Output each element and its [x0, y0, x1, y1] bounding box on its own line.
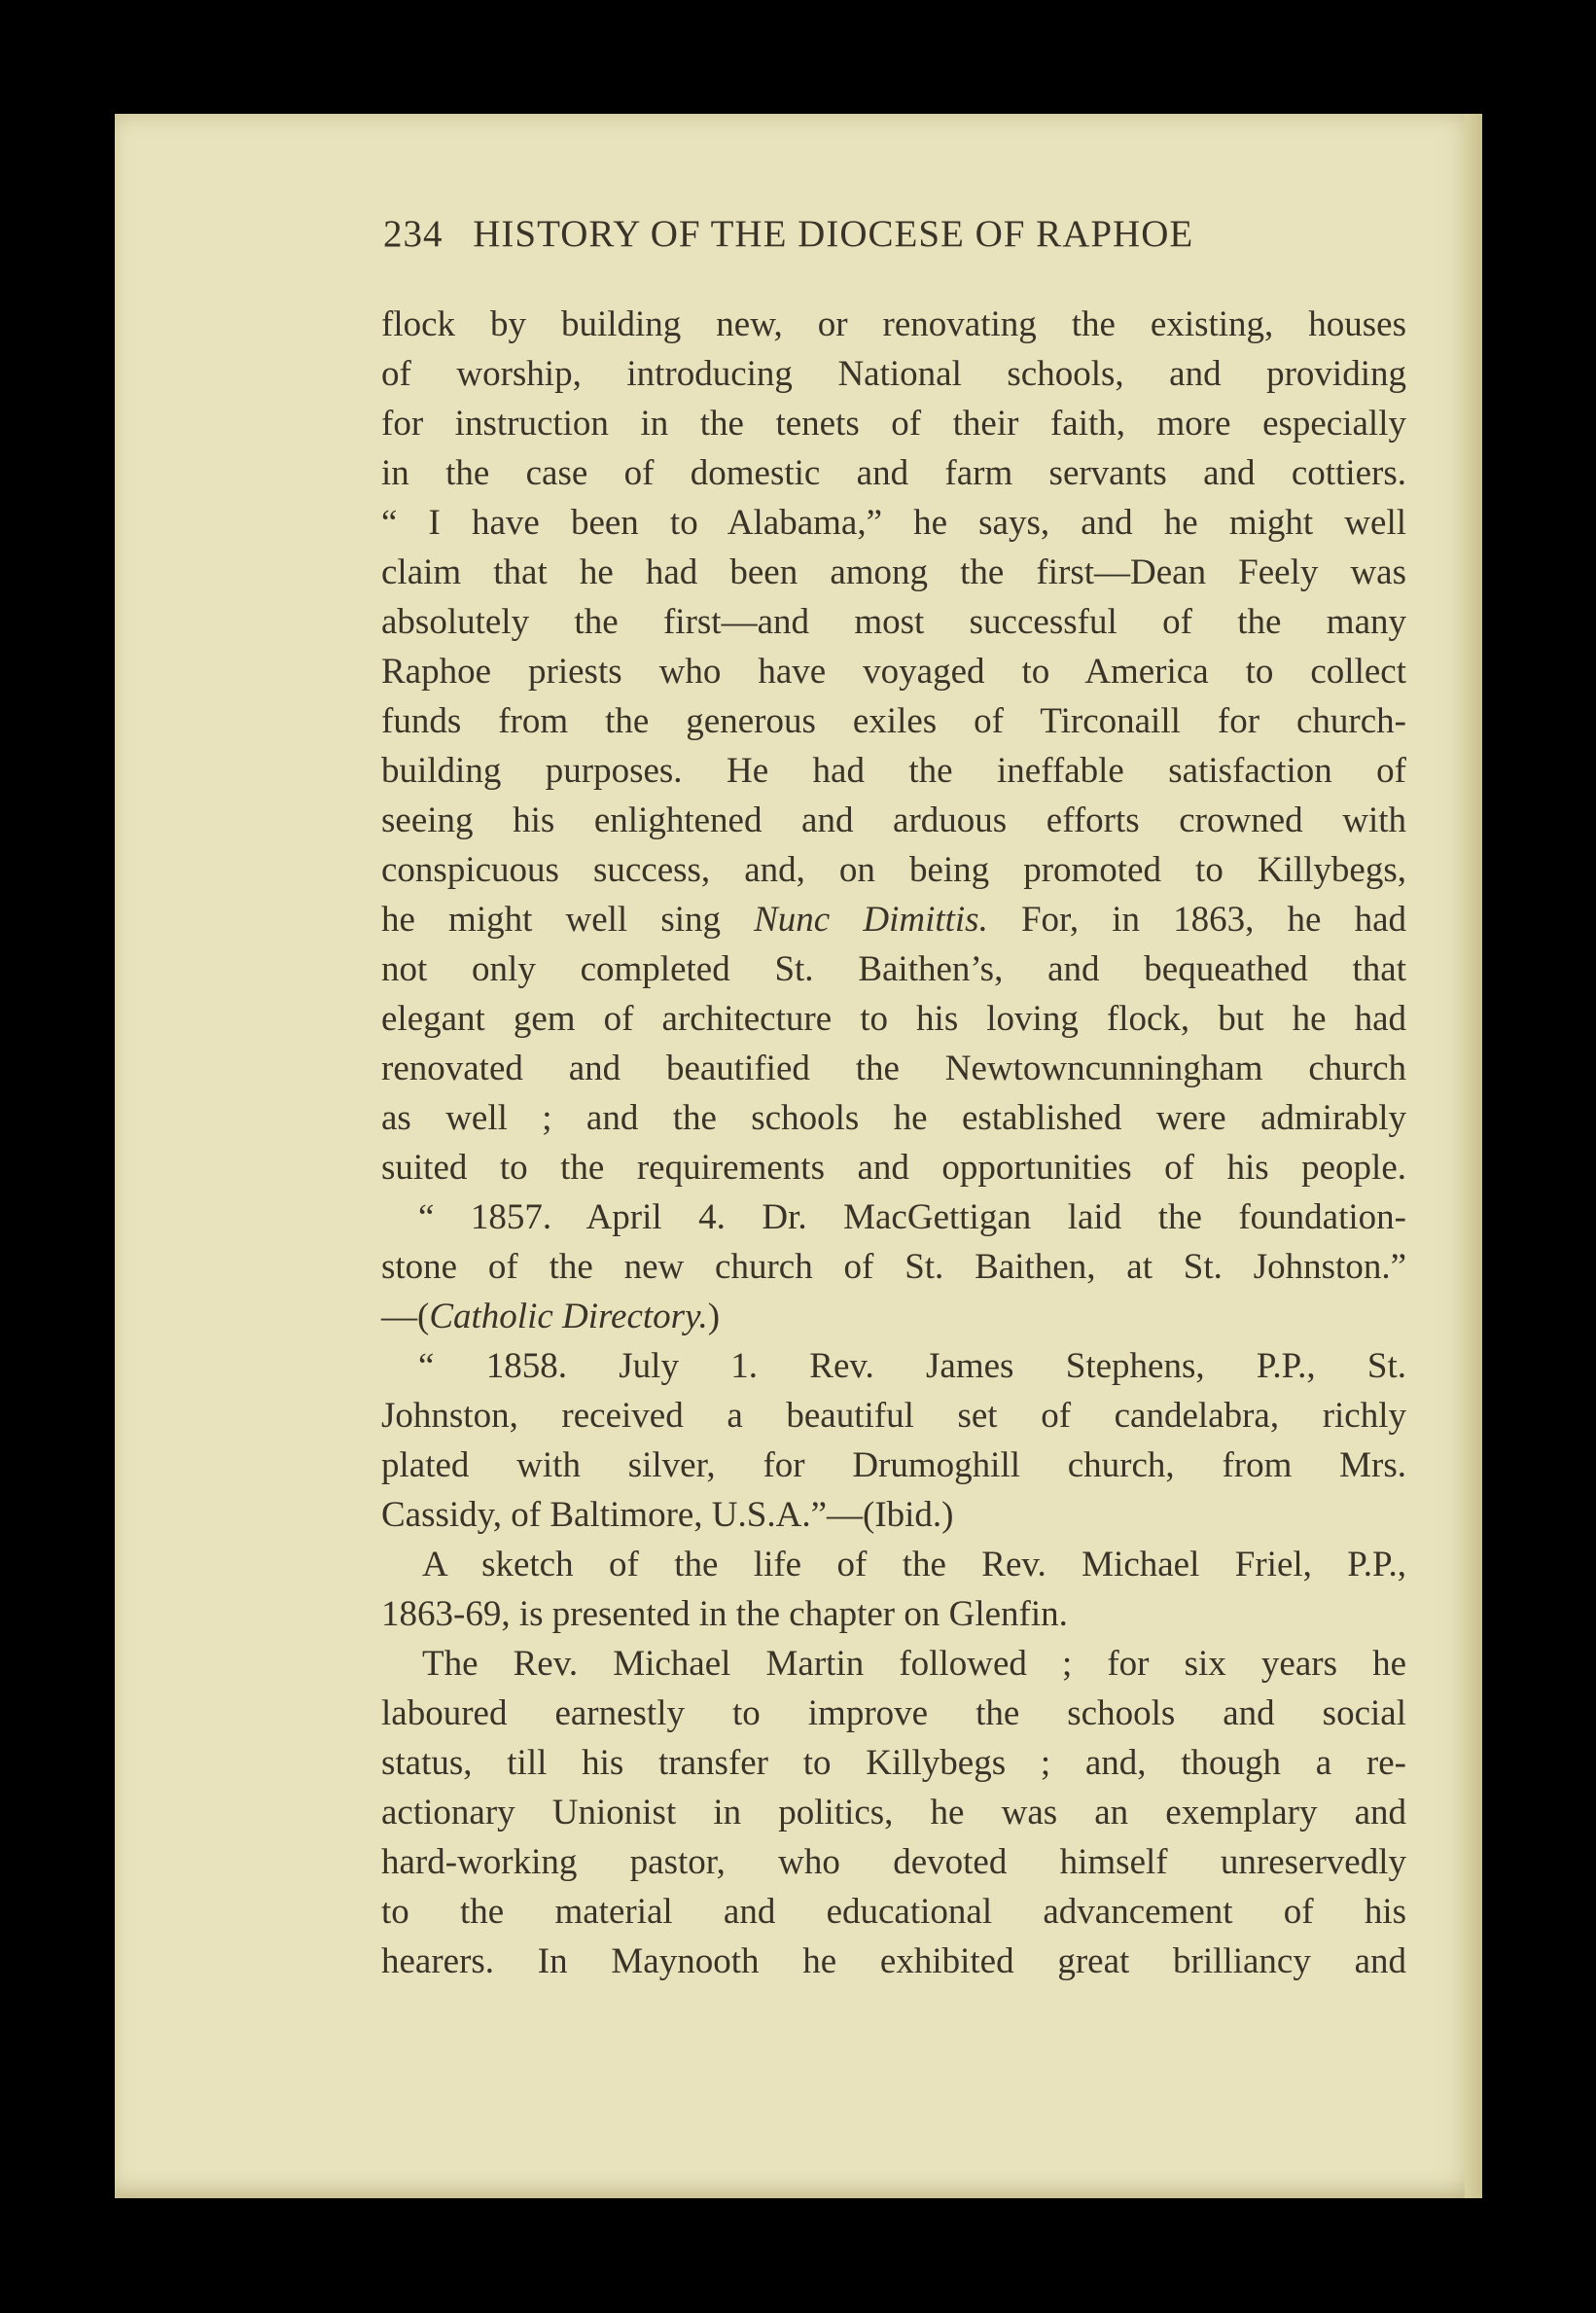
text-line: claim that he had been among the first—Dean Feely was — [381, 552, 1406, 592]
text-line: A sketch of the life of the Rev. Michael Friel, P.P., — [422, 1545, 1406, 1584]
running-title: HISTORY OF THE DIOCESE OF RAPHOE — [473, 213, 1194, 255]
text-segment: ) — [707, 1297, 721, 1336]
text-line: “ 1858. July 1. Rev. James Stephens, P.P., St. — [418, 1346, 1406, 1386]
text-line: Cassidy, of Baltimore, U.S.A.”—(Ibid.) — [381, 1495, 954, 1535]
text-line: “ 1857. April 4. Dr. MacGettigan laid the foundation- — [418, 1197, 1406, 1237]
text-line: laboured earnestly to improve the schools and social — [381, 1693, 1406, 1733]
text-line: plated with silver, for Drumoghill church, from Mrs. — [381, 1445, 1406, 1485]
text-line — [381, 895, 1406, 944]
body-text — [381, 300, 1406, 1986]
running-header — [383, 212, 1371, 270]
text-line: to the material and educational advancement of his — [381, 1892, 1406, 1932]
text-segment: For, in 1863, he had — [987, 900, 1406, 940]
page-edge-shadow — [1465, 114, 1482, 2198]
text-line: absolutely the first—and most successful of the many — [381, 602, 1406, 642]
text-line: elegant gem of architecture to his loving flock, but he had — [381, 999, 1406, 1039]
text-line: in the case of domestic and farm servants and cottiers. — [381, 453, 1406, 493]
italic-title: Nunc Dimittis. — [754, 900, 988, 940]
text-line: conspicuous success, and, on being promoted to Killybegs, — [381, 850, 1406, 890]
text-line: not only completed St. Baithen’s, and bequeathed that — [381, 949, 1406, 989]
text-line: The Rev. Michael Martin followed ; for six years he — [422, 1644, 1406, 1684]
text-line: actionary Unionist in politics, he was an exemplary and — [381, 1793, 1406, 1833]
text-line: Raphoe priests who have voyaged to America to collect — [381, 652, 1406, 692]
text-segment: —( — [381, 1297, 430, 1336]
text-line: building purposes. He had the ineffable satisfaction of — [381, 751, 1406, 791]
text-line: for instruction in the tenets of their faith, more especially — [381, 404, 1406, 444]
text-line: status, till his transfer to Killybegs ; and, though a re- — [381, 1743, 1406, 1783]
text-line — [381, 1292, 1406, 1341]
text-line: Johnston, received a beautiful set of candelabra, richly — [381, 1396, 1406, 1436]
text-line: “ I have been to Alabama,” he says, and he might well — [381, 503, 1406, 543]
text-line: stone of the new church of St. Baithen, at St. Johnston.” — [381, 1247, 1406, 1287]
text-line: hard-working pastor, who devoted himself unreservedly — [381, 1842, 1406, 1882]
text-line: of worship, introducing National schools, and providing — [381, 354, 1406, 394]
text-line: renovated and beautified the Newtowncunningham church — [381, 1049, 1406, 1088]
text-line: as well ; and the schools he established were admirably — [381, 1098, 1406, 1138]
text-line: flock by building new, or renovating the existing, houses — [381, 304, 1406, 344]
text-line: 1863-69, is presented in the chapter on Glenfin. — [381, 1594, 1068, 1634]
italic-title: Catholic Directory. — [429, 1297, 708, 1336]
text-line: seeing his enlightened and arduous efforts crowned with — [381, 801, 1406, 840]
text-line: suited to the requirements and opportunities of his people. — [381, 1148, 1406, 1188]
text-segment: he might well sing — [381, 900, 755, 940]
page-number: 234 — [383, 213, 443, 255]
text-line: funds from the generous exiles of Tirconaill for church- — [381, 701, 1406, 741]
text-line: hearers. In Maynooth he exhibited great brilliancy and — [381, 1941, 1406, 1981]
